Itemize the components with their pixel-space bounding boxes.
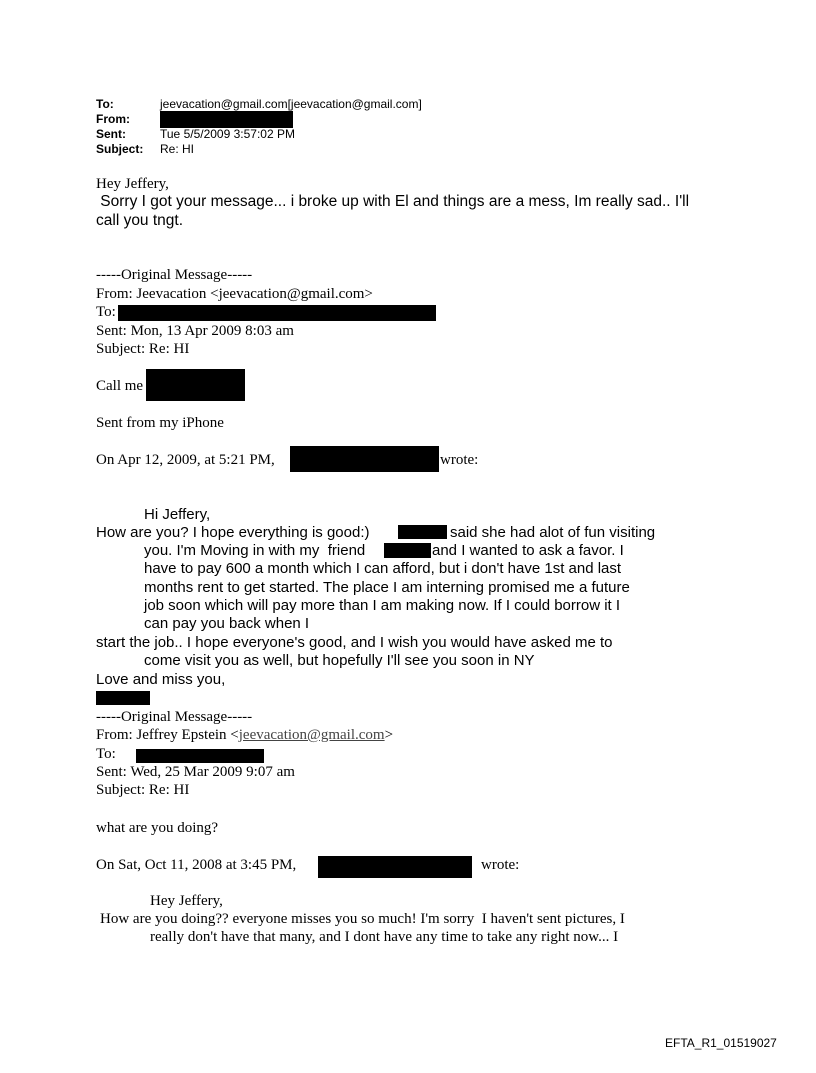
msg3-line-1: How are you doing?? everyone misses you so much! I'm sorry I haven't sent pictures, I [100, 911, 625, 927]
orig1-quote-suffix: wrote: [440, 452, 479, 468]
orig1-to: To: [96, 304, 116, 320]
orig1-from: From: Jeevacation <jeevacation@gmail.com> [96, 286, 373, 302]
subject-label: Subject: [96, 142, 144, 156]
orig2-to: To: [96, 746, 116, 762]
orig2-sent: Sent: Wed, 25 Mar 2009 9:07 am [96, 764, 295, 780]
msg2-line-6: can pay you back when I [144, 615, 310, 632]
redaction-bar [384, 543, 431, 558]
orig1-quote-prefix: On Apr 12, 2009, at 5:21 PM, [96, 452, 275, 468]
orig1-signature: Sent from my iPhone [96, 415, 224, 431]
redaction-bar [290, 446, 439, 472]
redaction-bar [96, 691, 150, 705]
msg2-line-1a: How are you? I hope everything is good:) [96, 524, 370, 541]
orig2-quote-suffix: wrote: [481, 857, 520, 873]
document-id: EFTA_R1_01519027 [665, 1036, 777, 1050]
msg3-line-2: really don't have that many, and I dont have any time to take any right now... I [150, 929, 619, 945]
sent-value: Tue 5/5/2009 3:57:02 PM [160, 127, 295, 141]
to-label: To: [96, 97, 114, 111]
msg2-line-7: start the job.. I hope everyone's good, and I wish you would have asked me to [96, 634, 613, 651]
msg2-line-2a: you. I'm Moving in with my friend [144, 542, 366, 559]
orig2-quote-prefix: On Sat, Oct 11, 2008 at 3:45 PM, [96, 857, 297, 873]
from-label: From: [96, 112, 130, 126]
redaction-bar [160, 111, 293, 128]
msg2-line-1b: said she had alot of fun visiting [450, 524, 656, 541]
sent-label: Sent: [96, 127, 126, 141]
msg3-greeting: Hey Jeffery, [150, 893, 223, 909]
subject-value: Re: HI [160, 142, 195, 156]
orig2-from: From: Jeffrey Epstein <jeevacation@gmail.com> [96, 727, 394, 743]
orig1-body: Call me [96, 378, 144, 394]
redaction-bar [318, 856, 472, 878]
original-message-divider: -----Original Message----- [96, 709, 253, 725]
redaction-bar [118, 305, 436, 321]
reply-line-1: Sorry I got your message... i broke up with El and things are a mess, Im really sad.. I'll [96, 193, 690, 210]
reply-greeting: Hey Jeffery, [96, 176, 169, 192]
orig2-body: what are you doing? [96, 820, 219, 836]
msg2-greeting: Hi Jeffery, [144, 506, 211, 523]
msg2-line-2b: and I wanted to ask a favor. I [432, 542, 624, 559]
msg2-line-4: months rent to get started. The place I am interning promised me a future [144, 579, 630, 596]
redaction-bar [398, 525, 447, 539]
redaction-bar [146, 369, 245, 401]
redaction-bar [136, 749, 264, 763]
orig2-from-email-link[interactable]: jeevacation@gmail.com [238, 727, 385, 743]
reply-line-2: call you tngt. [96, 212, 184, 229]
orig1-subject: Subject: Re: HI [96, 341, 190, 357]
orig2-subject: Subject: Re: HI [96, 782, 190, 798]
msg2-line-8: come visit you as well, but hopefully I'll see you soon in NY [144, 652, 535, 669]
original-message-divider: -----Original Message----- [96, 267, 253, 283]
msg2-line-3: have to pay 600 a month which I can afford, but i don't have 1st and last [144, 560, 622, 577]
orig1-sent: Sent: Mon, 13 Apr 2009 8:03 am [96, 323, 294, 339]
msg2-line-5: job soon which will pay more than I am making now. If I could borrow it I [144, 597, 621, 614]
to-value: jeevacation@gmail.com[jeevacation@gmail.com] [160, 97, 422, 111]
msg2-closing: Love and miss you, [96, 671, 226, 688]
